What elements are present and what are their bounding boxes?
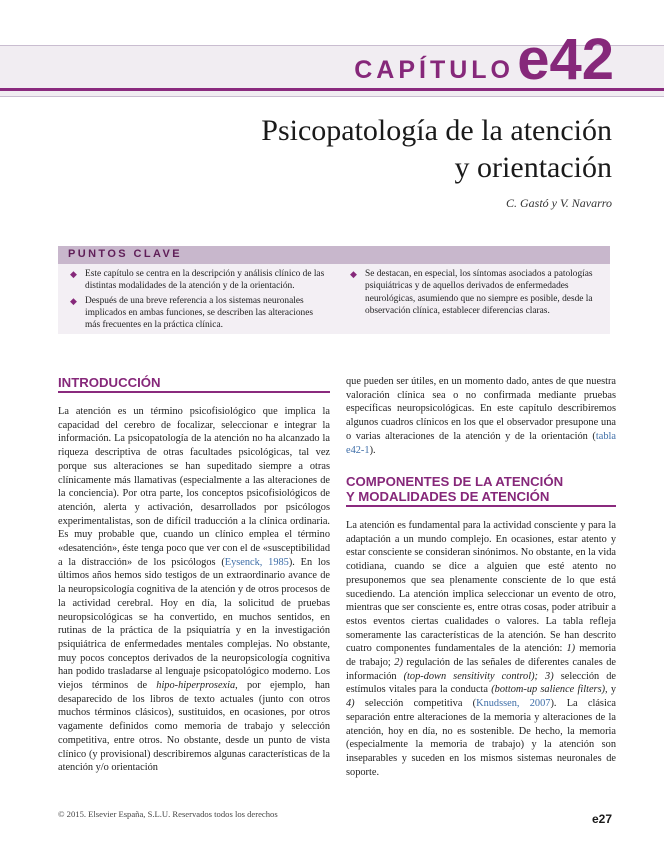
ref-knudssen-link[interactable]: Knudssen, 2007 (476, 698, 551, 710)
components-heading (346, 474, 563, 504)
intro-text: ). En los últimos años hemos sido testigos de un extraordinario avance de la neuropsicología cognitiva de la atención y de otros procesos de la actividad cerebral. Hoy en día, la solicitud de pruebas neuropsicológicas se ha convertido, en muchos sentidos, en rutinas de la práctica de la psiquiatría y en la investigación psiquiátrica de enfermedades mentales complejas. No obstante, muy pocos conceptos derivados de la neuropsicología cognitiva han podido trasladarse al lenguaje psicopatológico moderno. Los viejos términos de (58, 556, 330, 692)
components-heading-line-2: Y MODALIDADES DE ATENCIÓN (346, 489, 550, 504)
components-term: 4) (346, 698, 355, 710)
key-points-right-column (348, 268, 603, 319)
components-text: selección competitiva ( (354, 698, 477, 710)
key-point-text: Después de una breve referencia a los sistemas neuronales implicados en ambas funciones, se describen las alteraciones más frecuentes en la práctica clínica. (85, 295, 314, 331)
key-points-left-column (68, 268, 330, 333)
chapter-number: e42 (517, 27, 614, 92)
ref-tabla-link[interactable]: tabla e42-1 (346, 430, 616, 456)
authors: C. Gastó y V. Navarro (505, 196, 612, 210)
key-point-text: Este capítulo se centra en la descripción y análisis clínico de las distintas modalidades de la atención y de la orientación. (85, 269, 325, 292)
title-line-2: y orientación (454, 151, 612, 184)
ref-eysenck-link[interactable]: Eysenck, 1985 (224, 556, 289, 568)
intro-heading: INTRODUCCIÓN (58, 375, 161, 390)
intro-body-right (346, 375, 616, 457)
intro-text: , por ejemplo, han desaparecido de los libros de texto actuales (junto con otros muchos términos clásicos), sustituidos, en ocasiones, por otros vagamente definidos como memoria de trabajo y selección competitiva, entre otros. No obstante, desde un punto de vista clínico (y provisional) describiremos algunas características de la atención y/o orientación (58, 680, 330, 774)
key-point-item (348, 268, 603, 317)
components-body (346, 519, 616, 779)
components-term: 1) (566, 643, 576, 655)
components-text: ). La clásica separación entre alteraciones de la memoria y alteraciones de la atención, hoy en día, no es sostenible. De hecho, la memoria (especialmente la memoria de trabajo) y la atención son inseparables y suceden en los mismos sistemas neuronales de soporte. (346, 698, 616, 778)
components-text: memoria de trabajo; (346, 643, 616, 669)
components-term: (bottom-up salience filters), (491, 684, 608, 696)
components-text: y (607, 684, 617, 696)
diamond-bullet-icon: ◆ (350, 269, 357, 279)
key-point-item (68, 268, 330, 293)
page-number: e27 (591, 812, 612, 826)
intro-term: hipo-hiperprosexia (156, 680, 236, 692)
diamond-bullet-icon: ◆ (70, 295, 77, 306)
intro-text: ). (369, 444, 376, 456)
components-heading-line-1: COMPONENTES DE LA ATENCIÓN (346, 474, 564, 489)
components-term: (top-down sensitivity control); 3) (403, 670, 554, 682)
intro-heading-rule (58, 391, 330, 393)
chapter-title (261, 112, 612, 186)
copyright-notice: © 2015. Elsevier España, S.L.U. Reservados todos los derechos (58, 809, 278, 819)
intro-text: La atención es un término psicofisiológico que implica la capacidad del cerebro de focalizar, seleccionar e integrar la información. La psicopatología de la atención no ha alcanzado la riqueza descriptiva de otras facultades psicológicas, tal vez porque sus alteraciones se han supeditado siempre a otras clínicamente más llamativas (especialmente a las alteraciones de la conciencia). Por otra parte, los conceptos psicofisiológicos de atención, alerta y activación, desarrollados por psicólogos experimentalistas, son de difícil traducción a la clínica ordinaria. Es muy probable que, cuando un clínico emplea el término «desatención», éste tenga poco que ver con el de «susceptibilidad a la distracción» de los psicólogos ( (58, 406, 330, 568)
intro-body-left (58, 405, 330, 775)
title-line-1: Psicopatología de la atención (261, 114, 612, 147)
components-text: selección de estímulos vitales para la conducta (346, 670, 616, 696)
intro-text: que pueden ser útiles, en un momento dado, antes de que nuestra valoración clínica sea o no confirmada mediante pruebas específicas neuropsicológicas. En este capítulo describiremos algunos cuadros clínicos en los que el observador presupone una o varias alteraciones de la atención y de la orientación ( (346, 376, 616, 442)
key-points-header (58, 246, 610, 264)
components-heading-rule (346, 505, 616, 507)
components-term: 2) (394, 657, 403, 669)
key-point-item (68, 295, 330, 332)
components-text: La atención es fundamental para la actividad consciente y para la adaptación a un mundo complejo. En ocasiones, estar atento y estar consciente se consideran sinónimos. No obstante, en la vida cotidiana, cuando se dice a alguien que esté atento no presuponemos que sea plenamente consciente de lo que está sucediendo. La atención implica seleccionar un evento de otro, mientras que ser consciente es, entre otras cosas, poder atribuir a estos eventos ciertas cualidades o valores. La tabla refleja someramente las características de la atención. Se han descrito cuatro componentes fundamentales de la atención: (346, 520, 616, 655)
key-point-text: Se destacan, en especial, los síntomas asociados a patologías psiquiátricas y de aquellos derivados de enfermedades neurológicas, asumiendo que no siempre es posible, desde la observación clínica, establecer diferencias claras. (365, 269, 593, 316)
key-points-heading: PUNTOS CLAVE (68, 248, 182, 260)
chapter-label: CAPÍTULO (354, 56, 514, 84)
components-text: regulación de las señales de diferentes canales de información (346, 657, 616, 682)
diamond-bullet-icon: ◆ (70, 269, 77, 279)
